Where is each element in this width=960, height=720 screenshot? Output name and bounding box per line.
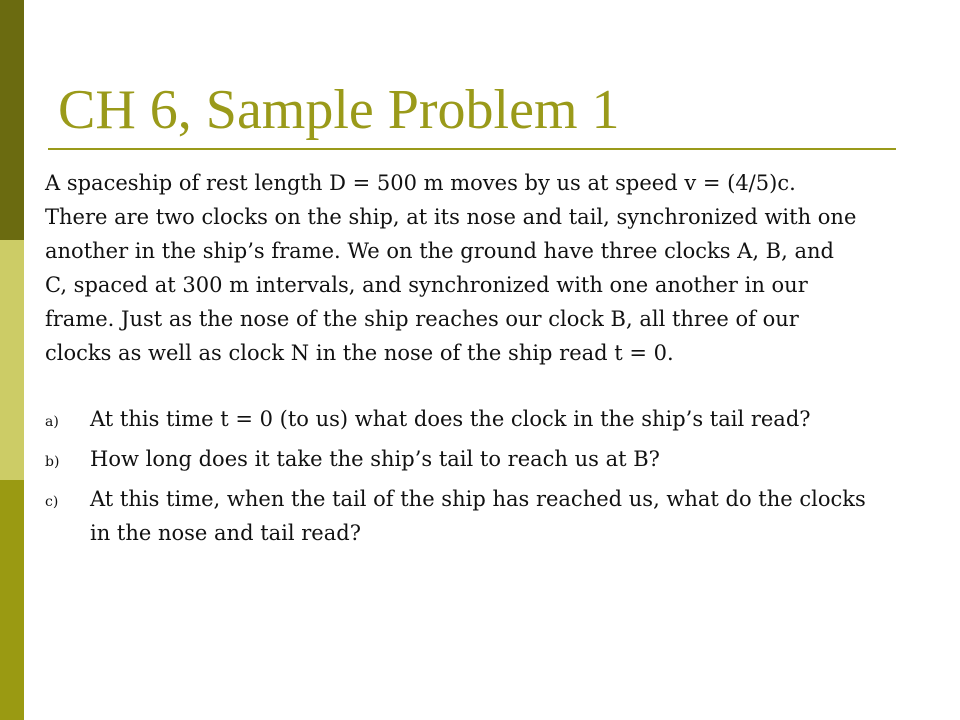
question-list	[45, 402, 945, 550]
problem-line: There are two clocks on the ship, at its nose and tail, synchronized with one	[45, 205, 857, 229]
question-a	[45, 402, 945, 436]
question-text: At this time, when the tail of the ship has reached us, what do the clocks	[90, 487, 866, 511]
problem-line: clocks as well as clock N in the nose of the ship read t = 0.	[45, 341, 674, 365]
problem-line: another in the ship’s frame. We on the ground have three clocks A, B, and	[45, 239, 834, 263]
problem-line: C, spaced at 300 m intervals, and synchronized with one another in our	[45, 273, 808, 297]
question-marker: b)	[45, 454, 60, 470]
question-marker: c)	[45, 494, 59, 510]
title-underline	[48, 148, 896, 150]
question-marker: a)	[45, 414, 59, 430]
side-bar-bottom	[0, 480, 24, 720]
side-bar-top	[0, 0, 24, 240]
question-c	[45, 482, 945, 550]
problem-statement	[45, 166, 945, 370]
question-text: in the nose and tail read?	[90, 521, 361, 545]
problem-line: frame. Just as the nose of the ship reaches our clock B, all three of our	[45, 307, 799, 331]
question-b	[45, 442, 945, 476]
side-bar-middle	[0, 240, 24, 480]
problem-line: A spaceship of rest length D = 500 m moves by us at speed v = (4/5)c.	[45, 171, 796, 195]
question-text: At this time t = 0 (to us) what does the clock in the ship’s tail read?	[90, 407, 811, 431]
slide-title: CH 6, Sample Problem 1	[58, 79, 620, 141]
question-text: How long does it take the ship’s tail to reach us at B?	[90, 447, 660, 471]
